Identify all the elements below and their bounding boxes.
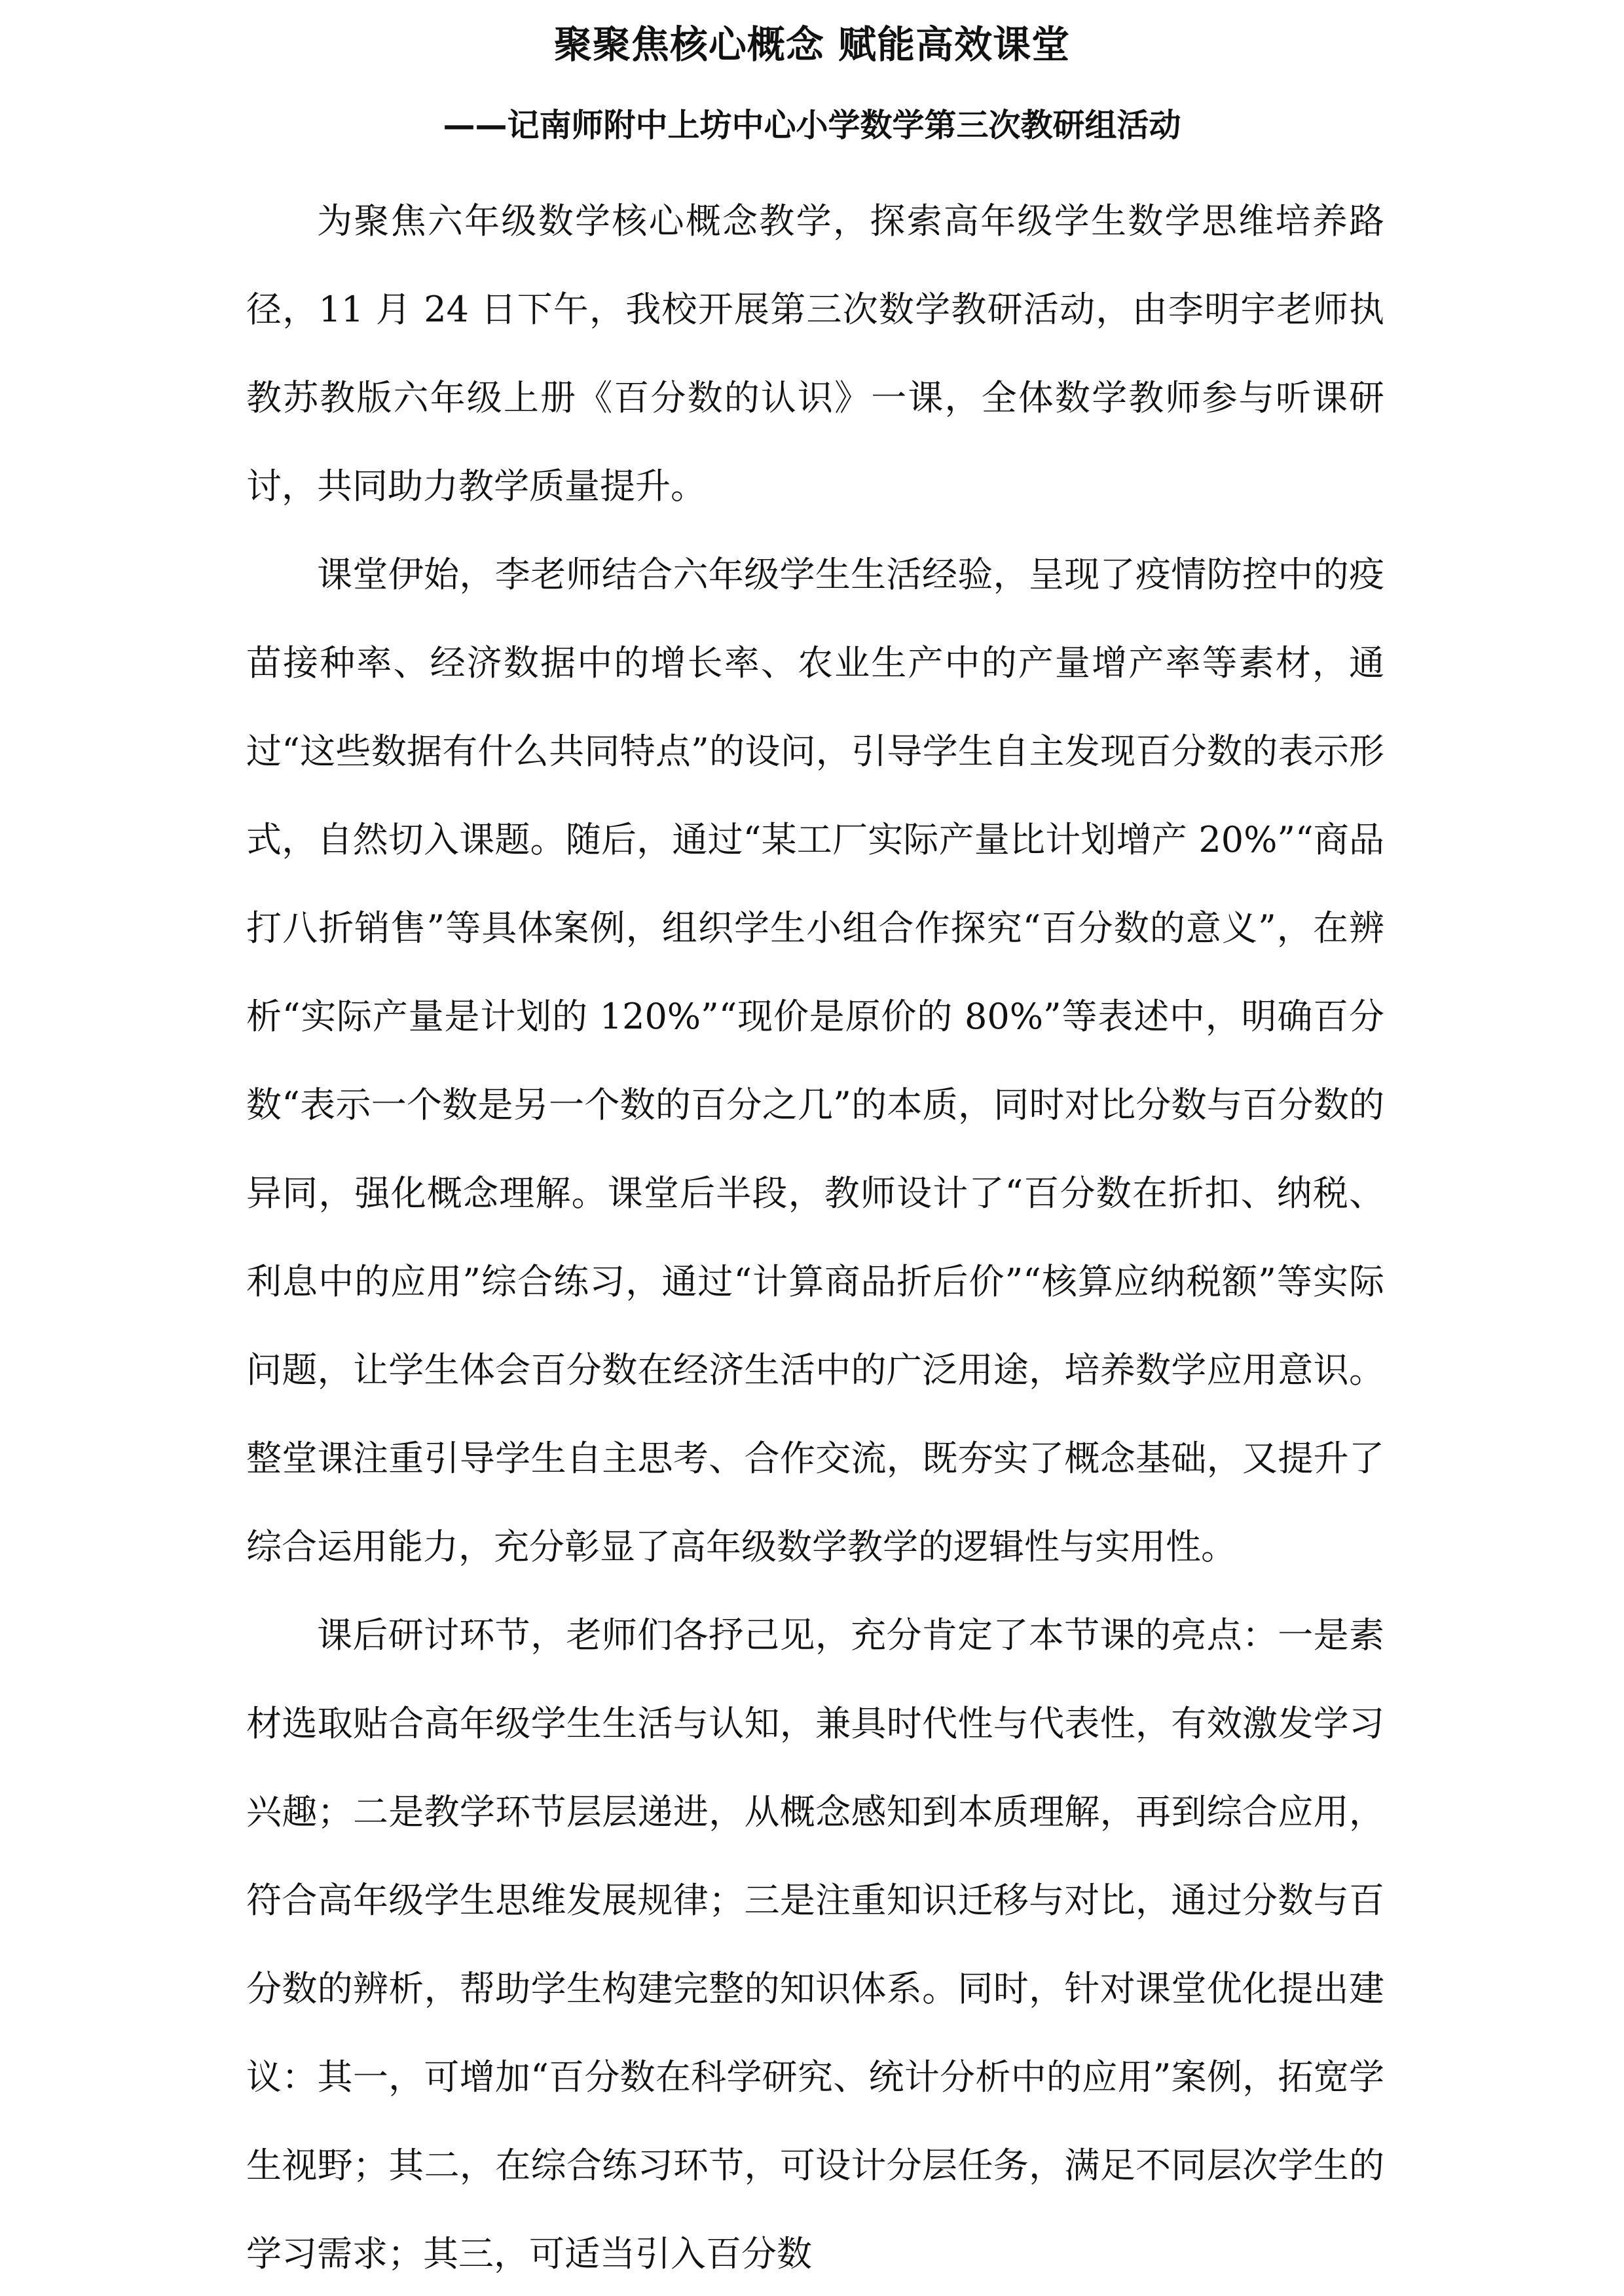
paragraph-2: 课堂伊始，李老师结合六年级学生生活经验，呈现了疫情防控中的疫苗接种率、经济数据中的增长率、农业生产中的产量增产率等素材，通过“这些数据有什么共同特点”的设问，引导学生自主发现百分数的表示形式，自然切入课题。随后，通过“某工厂实际产量比计划增产 20%”“商品打八折销售”等具体案例，组织学生小组合作探究“百分数的意义”，在辨析“实际产量是计划的 120%”“现价是原价的 80%”等表述中，明确百分数“表示一个数是另一个数的百分之几”的本质，同时对比分数与百分数的异同，强化概念理解。课堂后半段，教师设计了“百分数在折扣、纳税、利息中的应用”综合练习，通过“计算商品折后价”“核算应纳税额”等实际问题，让学生体会百分数在经济生活中的广泛用途，培养数学应用意识。整堂课注重引导学生自主思考、合作交流，既夯实了概念基础，又提升了综合运用能力，充分彰显了高年级数学教学的逻辑性与实用性。 [246,554,1384,1567]
article-title: 聚聚焦核心概念 赋能高效课堂 [553,22,1071,67]
paragraph-1: 为聚焦六年级数学核心概念教学，探索高年级学生数学思维培养路径，11 月 24 日下午，我校开展第三次数学教研活动，由李明宇老师执教苏教版六年级上册《百分数的认识》一课，全体数学教师参与听课研讨，共同助力教学质量提升。 [246,200,1384,507]
paragraph-3: 课后研讨环节，老师们各抒己见，充分肯定了本节课的亮点：一是素材选取贴合高年级学生生活与认知，兼具时代性与代表性，有效激发学习兴趣；二是教学环节层层递进，从概念感知到本质理解，再到综合应用，符合高年级学生思维发展规律；三是注重知识迁移与对比，通过分数与百分数的辨析，帮助学生构建完整的知识体系。同时，针对课堂优化提出建议：其一，可增加“百分数在科学研究、统计分析中的应用”案例，拓宽学生视野；其二，在综合练习环节，可设计分层任务，满足不同层次学生的学习需求；其三，可适当引入百分数 [246,1614,1384,2274]
article-subtitle: ——记南师附中上坊中心小学数学第三次教研组活动 [443,107,1181,144]
article-body [246,177,1384,2296]
